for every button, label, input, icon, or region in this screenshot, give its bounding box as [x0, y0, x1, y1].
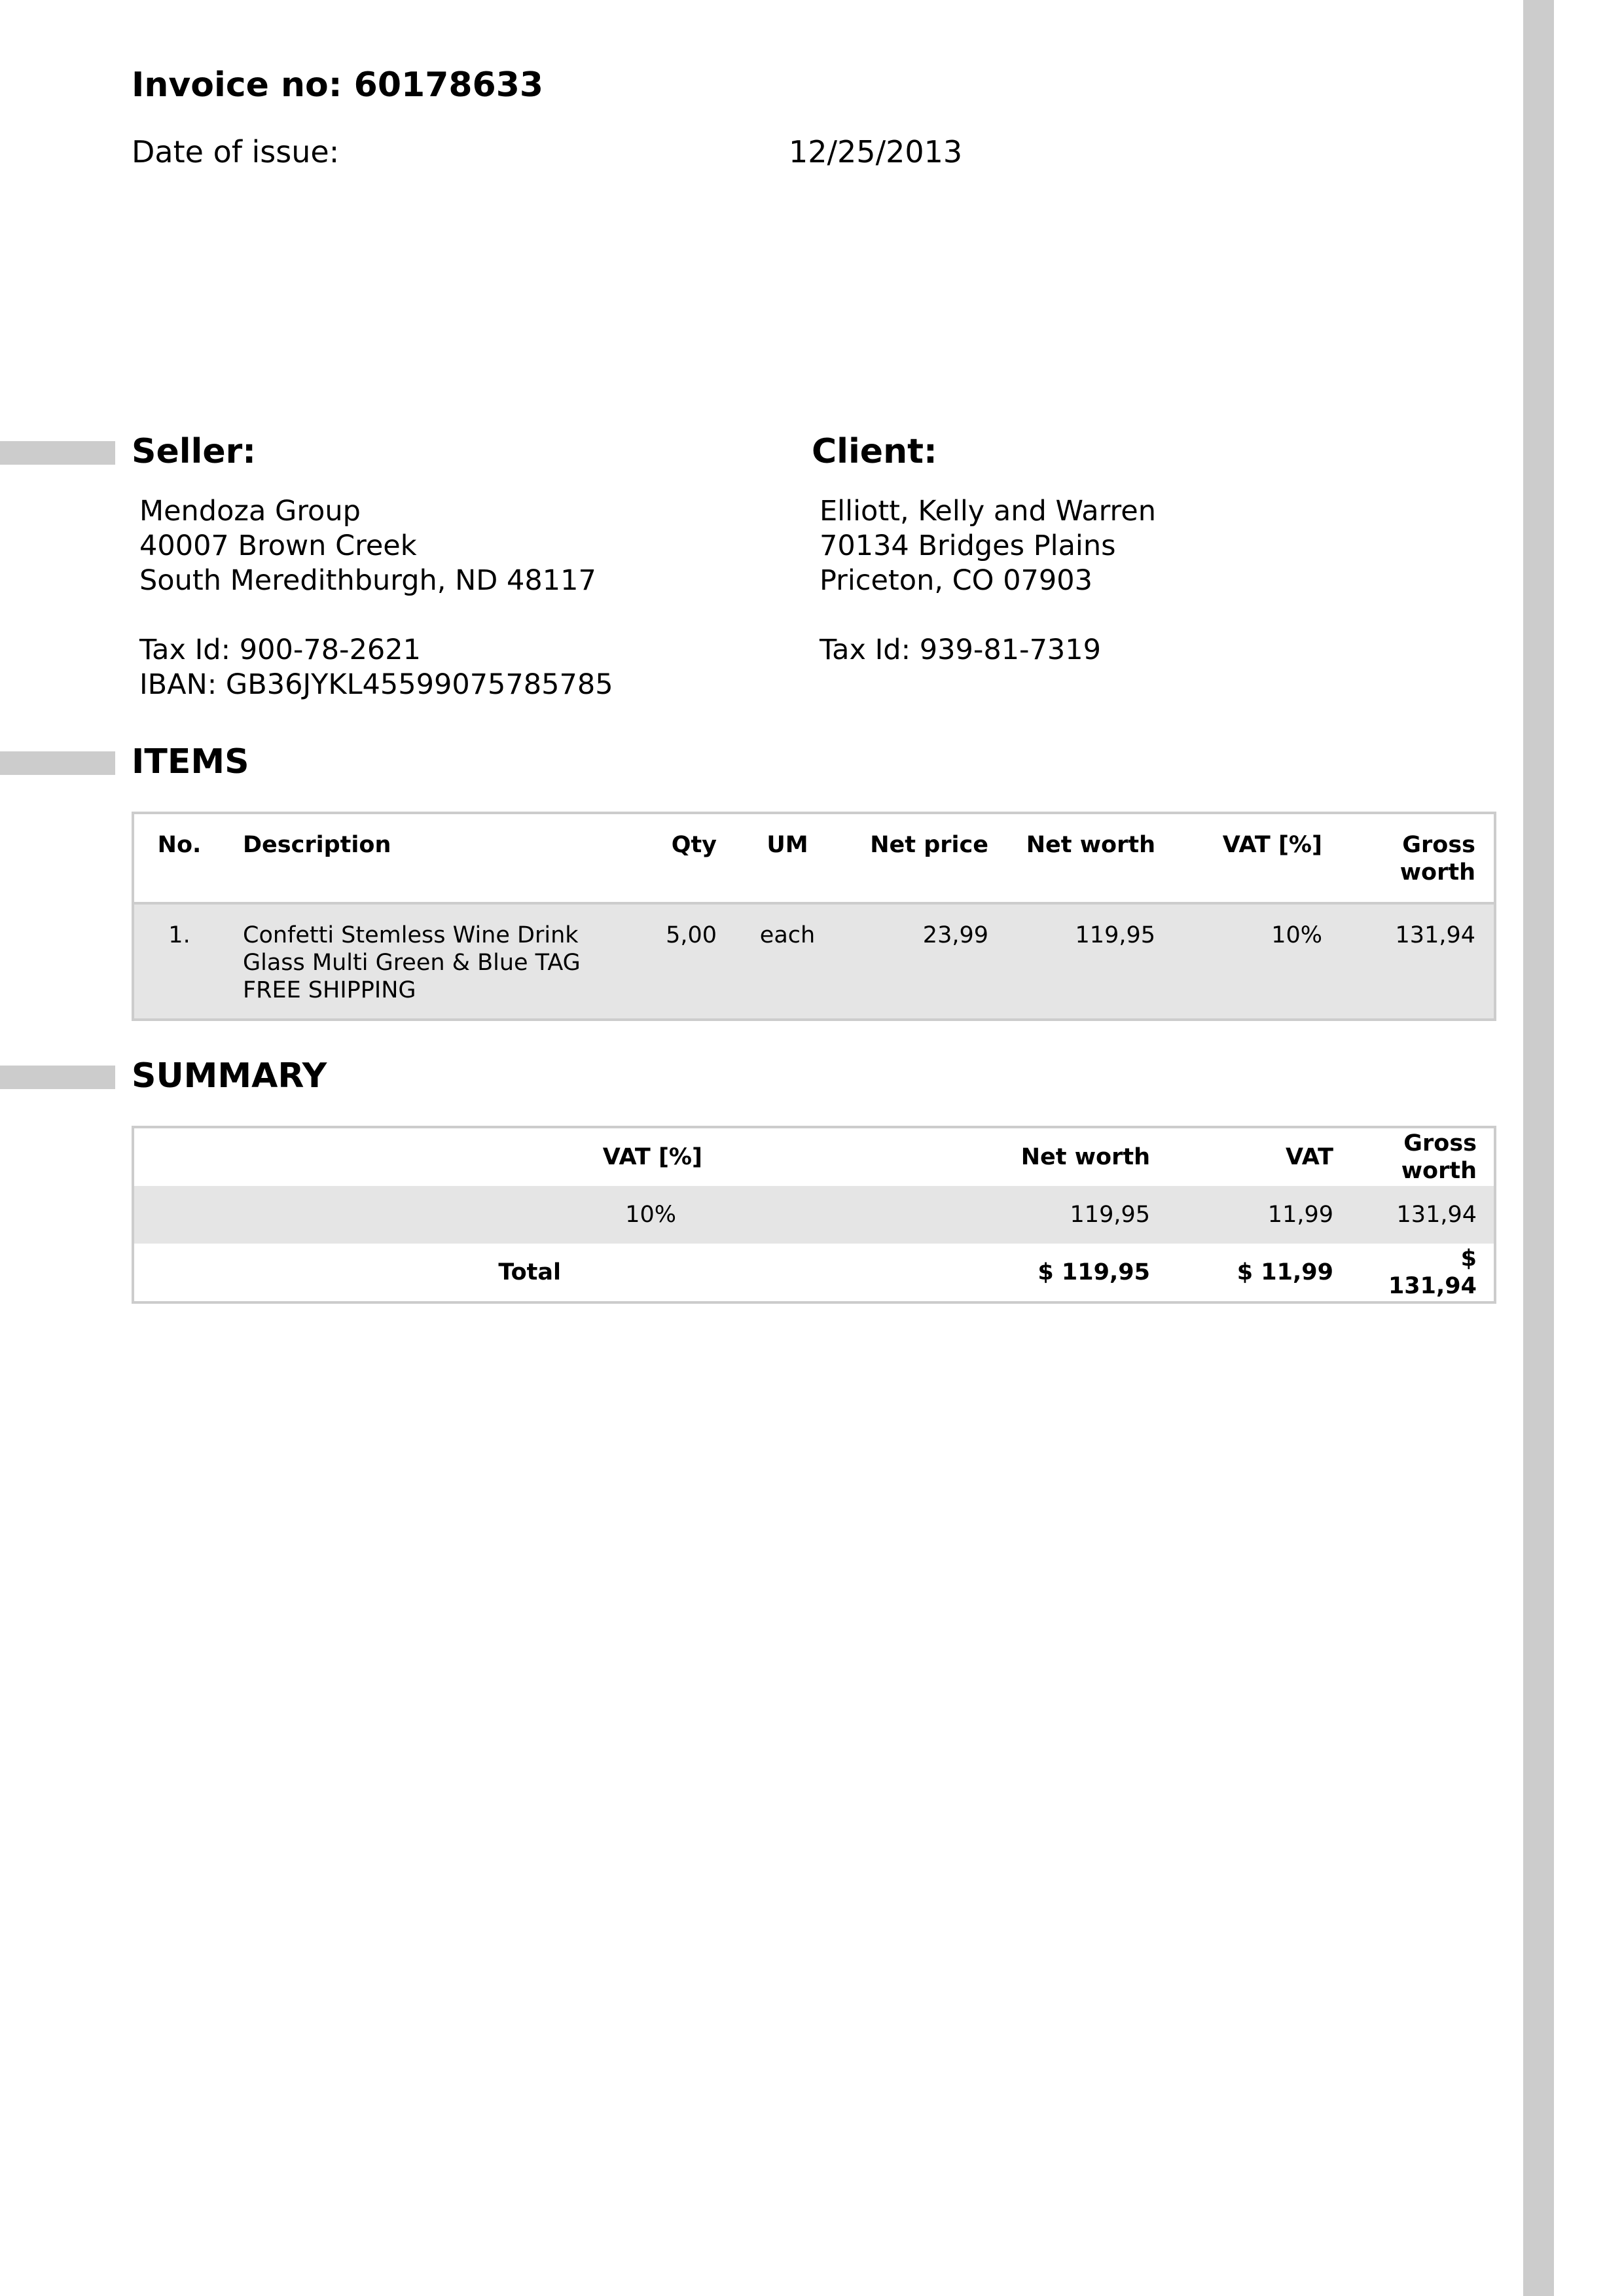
- summary-vat: 11,99: [1167, 1186, 1350, 1244]
- col-description: Description: [243, 832, 391, 858]
- summary-total-row: [133, 1244, 1495, 1302]
- items-heading: ITEMS: [132, 742, 249, 781]
- item-vat: 10%: [1174, 903, 1341, 1020]
- col-gross-worth: Gross worth: [1399, 832, 1475, 886]
- col-um: UM: [767, 832, 808, 858]
- client-heading: Client:: [812, 432, 937, 471]
- seller-details: [139, 494, 613, 702]
- item-net-price: 23,99: [840, 903, 1007, 1020]
- item-gross-worth: 131,94: [1341, 903, 1495, 1020]
- summary-net-worth: 119,95: [879, 1186, 1167, 1244]
- item-um: each: [735, 903, 840, 1020]
- col-net-worth: Net worth: [1026, 832, 1155, 858]
- item-net-worth: 119,95: [1007, 903, 1174, 1020]
- item-description: Confetti Stemless Wine Drink Glass Multi Green & Blue TAG FREE SHIPPING: [225, 903, 617, 1020]
- summary-header-row: [133, 1127, 1495, 1186]
- seller-tax-id: Tax Id: 900-78-2621: [139, 634, 421, 666]
- summary-col-vat: VAT: [1286, 1144, 1333, 1170]
- summary-col-vat-rate: VAT [%]: [602, 1144, 702, 1170]
- client-name: Elliott, Kelly and Warren: [820, 495, 1156, 528]
- seller-iban: IBAN: GB36JYKL45599075785785: [139, 668, 613, 701]
- items-section-marker: [0, 751, 115, 775]
- seller-heading: Seller:: [132, 432, 257, 471]
- col-no: No.: [157, 832, 202, 858]
- summary-total-vat: $ 11,99: [1236, 1259, 1333, 1285]
- summary-total-label: Total: [498, 1259, 561, 1285]
- date-of-issue-value: 12/25/2013: [789, 134, 963, 170]
- summary-heading: SUMMARY: [132, 1056, 327, 1096]
- summary-col-gross-worth: Gross worth: [1401, 1130, 1477, 1184]
- seller-section-marker: [0, 441, 115, 465]
- items-table: [132, 812, 1496, 1021]
- summary-gross-worth: 131,94: [1350, 1186, 1495, 1244]
- client-address-line-1: 70134 Bridges Plains: [820, 529, 1116, 562]
- col-net-price: Net price: [870, 832, 988, 858]
- invoice-title: Invoice no: 60178633: [132, 65, 544, 105]
- client-address-line-2: Priceton, CO 07903: [820, 564, 1092, 597]
- right-margin-bar: [1523, 0, 1554, 2296]
- summary-section-marker: [0, 1066, 115, 1089]
- items-header-row: [133, 813, 1495, 903]
- seller-name: Mendoza Group: [139, 495, 361, 528]
- col-vat: VAT [%]: [1222, 832, 1322, 858]
- summary-vat-rate: 10%: [578, 1186, 879, 1244]
- item-qty: 5,00: [617, 903, 735, 1020]
- table-row: [133, 903, 1495, 1020]
- client-details: [820, 494, 1156, 668]
- seller-address-line-1: 40007 Brown Creek: [139, 529, 417, 562]
- date-of-issue-label: Date of issue:: [132, 134, 340, 170]
- summary-row: [133, 1186, 1495, 1244]
- summary-total-net-worth: $ 119,95: [1038, 1259, 1150, 1285]
- item-no: 1.: [133, 903, 225, 1020]
- summary-table: [132, 1126, 1496, 1304]
- col-qty: Qty: [671, 832, 717, 858]
- client-tax-id: Tax Id: 939-81-7319: [820, 634, 1101, 666]
- seller-address-line-2: South Meredithburgh, ND 48117: [139, 564, 596, 597]
- summary-col-net-worth: Net worth: [1020, 1144, 1150, 1170]
- summary-total-gross-worth: $ 131,94: [1388, 1246, 1477, 1299]
